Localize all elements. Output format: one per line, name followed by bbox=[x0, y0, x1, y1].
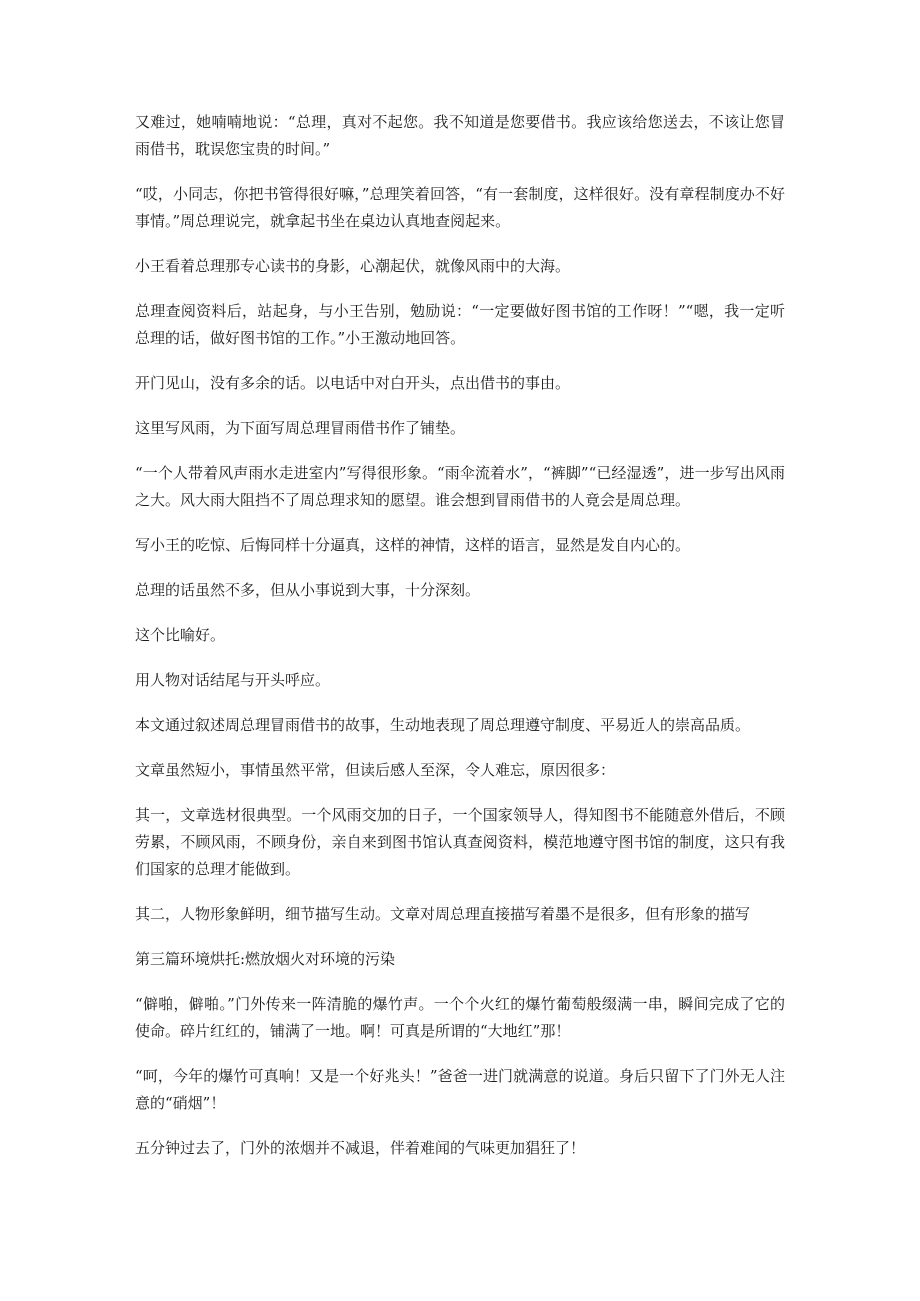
paragraph: 又难过，她喃喃地说：“总理，真对不起您。我不知道是您要借书。我应该给您送去，不该让您冒雨借书，耽误您宝贵的时间。” bbox=[135, 113, 785, 158]
paragraph: 其一，文章选材很典型。一个风雨交加的日子，一个国家领导人，得知图书不能随意外借后，不顾劳累，不顾风雨，不顾身份，亲自来到图书馆认真查阅资料，模范地遵守图书馆的制度，这只有我们国家的总理才能做到。 bbox=[135, 806, 785, 878]
paragraph: 总理查阅资料后，站起身，与小王告别，勉励说：“一定要做好图书馆的工作呀！”“嗯，我一定听总理的话，做好图书馆的工作。”小王激动地回答。 bbox=[135, 302, 785, 347]
document-body bbox=[135, 109, 785, 1180]
paragraph: “僻啪，僻啪。”门外传来一阵清脆的爆竹声。一个个火红的爆竹葡萄般缀满一串，瞬间完成了它的使命。碎片红红的，铺满了一地。啊！可真是所谓的“大地红”那！ bbox=[135, 995, 785, 1040]
paragraph: 本文通过叙述周总理冒雨借书的故事，生动地表现了周总理遵守制度、平易近人的崇高品质。 bbox=[135, 716, 751, 734]
paragraph: 用人物对话结尾与开头呼应。 bbox=[135, 671, 331, 689]
paragraph: 这里写风雨，为下面写周总理冒雨借书作了铺垫。 bbox=[135, 419, 466, 437]
paragraph: 这个比喻好。 bbox=[135, 626, 226, 644]
section-heading: 第三篇环境烘托:燃放烟火对环境的污染 bbox=[135, 950, 396, 968]
paragraph: 写小王的吃惊、后悔同样十分逼真，这样的神情，这样的语言，显然是发自内心的。 bbox=[135, 536, 691, 554]
paragraph: “哎，小同志，你把书管得很好嘛，”总理笑着回答，“有一套制度，这样很好。没有章程制度办不好事情。”周总理说完，就拿起书坐在桌边认真地查阅起来。 bbox=[135, 185, 785, 230]
paragraph: 其二，人物形象鲜明，细节描写生动。文章对周总理直接描写着墨不是很多，但有形象的描写 bbox=[135, 905, 751, 923]
paragraph: “呵，今年的爆竹可真响！又是一个好兆头！”爸爸一进门就满意的说道。身后只留下了门外无人注意的“硝烟”！ bbox=[135, 1067, 785, 1112]
paragraph: 开门见山，没有多余的话。以电话中对白开头，点出借书的事由。 bbox=[135, 374, 571, 392]
paragraph: 文章虽然短小，事情虽然平常，但读后感人至深，令人难忘，原因很多： bbox=[135, 761, 616, 779]
paragraph: 小王看着总理那专心读书的身影，心潮起伏，就像风雨中的大海。 bbox=[135, 257, 571, 275]
paragraph: 总理的话虽然不多，但从小事说到大事，十分深刻。 bbox=[135, 581, 481, 599]
paragraph: “一个人带着风声雨水走进室内”写得很形象。“雨伞流着水”，“裤脚”“已经湿透”，进一步写出风雨之大。风大雨大阻挡不了周总理求知的愿望。谁会想到冒雨借书的人竟会是周总理。 bbox=[135, 464, 785, 509]
paragraph: 五分钟过去了，门外的浓烟并不减退，伴着难闻的气味更加猖狂了！ bbox=[135, 1139, 586, 1157]
